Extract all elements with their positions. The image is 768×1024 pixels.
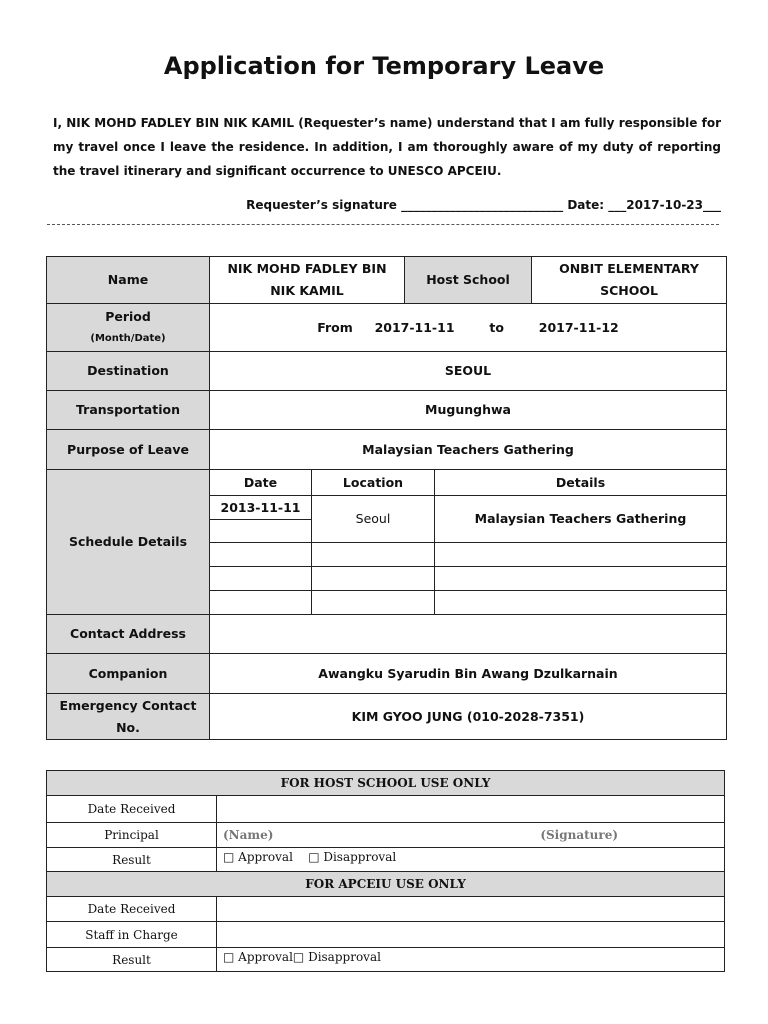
companion-value[interactable]: Awangku Syarudin Bin Awang Dzulkarnain [210, 654, 727, 694]
companion-label: Companion [47, 654, 210, 694]
host-disapproval-checkbox[interactable]: □ Disapproval [308, 850, 397, 864]
emergency-label: Emergency Contact No. [47, 694, 210, 740]
host-school-value[interactable]: ONBIT ELEMENTARY SCHOOL [532, 257, 727, 304]
period-label-cell [47, 304, 210, 352]
contact-row [47, 615, 727, 654]
apceiu-date-received-label: Date Received [47, 897, 217, 922]
purpose-row [47, 430, 727, 470]
host-result-field [217, 848, 725, 872]
schedule-date-empty[interactable] [210, 567, 312, 591]
name-row [47, 257, 727, 304]
office-use-table [46, 770, 725, 972]
period-value[interactable] [210, 304, 727, 352]
host-approval-checkbox[interactable]: □ Approval [223, 850, 293, 864]
name-value[interactable]: NIK MOHD FADLEY BIN NIK KAMIL [210, 257, 405, 304]
apceiu-result-label: Result [47, 948, 217, 972]
schedule-details-empty[interactable] [435, 543, 727, 567]
host-date-received-field[interactable] [217, 796, 725, 823]
schedule-date-empty[interactable] [210, 520, 312, 543]
purpose-label: Purpose of Leave [47, 430, 210, 470]
date-label: Date: [567, 198, 605, 212]
transportation-value[interactable]: Mugunghwa [210, 391, 727, 430]
page-title: Application for Temporary Leave [163, 52, 605, 80]
period-from-date: 2017-11-11 [374, 319, 455, 335]
signature-label: Requester’s signature ___________________________ [246, 198, 564, 212]
schedule-details-empty[interactable] [435, 567, 727, 591]
destination-row [47, 352, 727, 391]
period-from-label: From [317, 319, 353, 335]
schedule-label: Schedule Details [47, 470, 210, 615]
host-office-header: FOR HOST SCHOOL USE ONLY [47, 771, 725, 796]
staff-in-charge-label: Staff in Charge [47, 922, 217, 948]
principal-signature-hint: (Signature) [540, 828, 619, 842]
emergency-value[interactable]: KIM GYOO JUNG (010-2028-7351) [210, 694, 727, 740]
intro-paragraph: I, NIK MOHD FADLEY BIN NIK KAMIL (Requester’s name) understand that I am fully responsible for my travel once I leave the residence. In addition, I am thoroughly aware of my duty of reporting the travel itinerary and significant occurrence to UNESCO APCEIU. [53, 116, 721, 178]
schedule-details-empty[interactable] [435, 591, 727, 615]
name-label: Name [47, 257, 210, 304]
purpose-value[interactable]: Malaysian Teachers Gathering [210, 430, 727, 470]
schedule-header-details: Details [435, 470, 727, 496]
destination-label: Destination [47, 352, 210, 391]
principal-name-hint: (Name) [223, 828, 274, 842]
transportation-row [47, 391, 727, 430]
schedule-location[interactable]: Seoul [312, 496, 435, 543]
emergency-row [47, 694, 727, 740]
schedule-location-empty[interactable] [312, 567, 435, 591]
contact-value[interactable] [210, 615, 727, 654]
host-result-label: Result [47, 848, 217, 872]
host-date-received-label: Date Received [47, 796, 217, 823]
apceiu-office-header: FOR APCEIU USE ONLY [47, 872, 725, 897]
dashed-divider [47, 224, 719, 225]
schedule-header-row [47, 470, 727, 496]
apceiu-date-received-field[interactable] [217, 897, 725, 922]
principal-label: Principal [47, 823, 217, 848]
host-school-label: Host School [405, 257, 532, 304]
schedule-header-date: Date [210, 470, 312, 496]
contact-label: Contact Address [47, 615, 210, 654]
period-sub-label: (Month/Date) [90, 332, 166, 344]
period-to-date: 2017-11-12 [538, 319, 619, 335]
schedule-date-empty[interactable] [210, 591, 312, 615]
schedule-date-empty[interactable] [210, 543, 312, 567]
application-form-table [46, 256, 727, 740]
schedule-date[interactable]: 2013-11-11 [210, 496, 312, 520]
period-row [47, 304, 727, 352]
schedule-location-empty[interactable] [312, 591, 435, 615]
staff-in-charge-field[interactable] [217, 922, 725, 948]
period-label: Period [105, 308, 151, 324]
transportation-label: Transportation [47, 391, 210, 430]
principal-field[interactable] [217, 823, 725, 848]
date-value: ___2017-10-23___ [608, 198, 721, 212]
schedule-details[interactable]: Malaysian Teachers Gathering [435, 496, 727, 543]
companion-row [47, 654, 727, 694]
schedule-header-location: Location [312, 470, 435, 496]
period-to-label: to [489, 319, 504, 335]
apceiu-result-options[interactable]: □ Approval□ Disapproval [217, 948, 725, 972]
signature-line [53, 198, 721, 212]
destination-value[interactable]: SEOUL [210, 352, 727, 391]
schedule-location-empty[interactable] [312, 543, 435, 567]
